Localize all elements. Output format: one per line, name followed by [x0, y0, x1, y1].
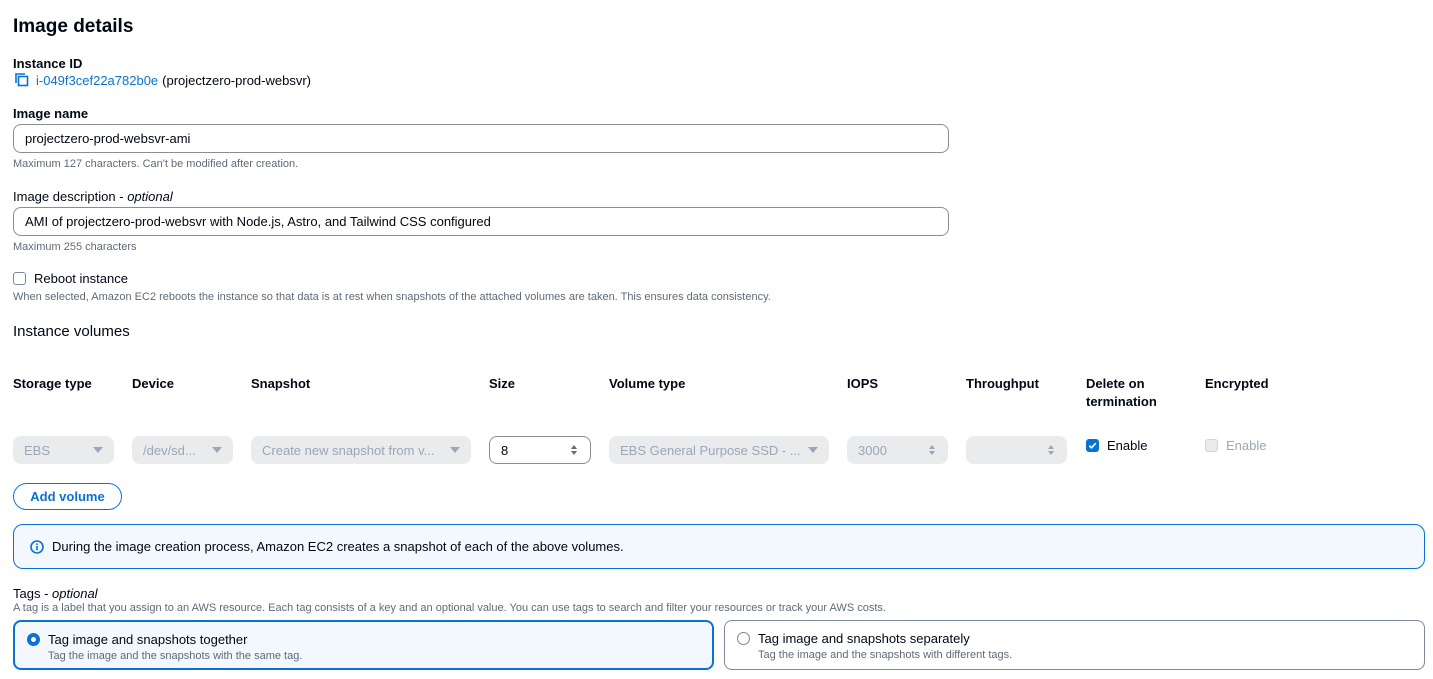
tags-hint: A tag is a label that you assign to an AWS resource. Each tag consists of a key and an optional value. You can use tags to search and filter your resources or track your AWS costs.	[13, 602, 886, 614]
size-input[interactable]	[489, 436, 591, 464]
image-description-hint: Maximum 255 characters	[13, 241, 137, 253]
stepper-icon	[1046, 443, 1056, 457]
tag-together-desc: Tag the image and the snapshots with the same tag.	[48, 650, 303, 662]
reboot-instance-label: Reboot instance	[34, 271, 128, 286]
col-volume-type: Volume type	[609, 376, 686, 391]
tag-separately-desc: Tag the image and the snapshots with different tags.	[758, 649, 1013, 661]
info-alert	[13, 524, 1425, 569]
optional-label: optional	[127, 189, 173, 204]
delete-on-termination-checkbox[interactable]	[1086, 439, 1099, 452]
instance-volumes-title: Instance volumes	[13, 323, 130, 340]
optional-label: optional	[52, 586, 98, 601]
col-iops: IOPS	[847, 376, 879, 391]
col-encrypted: Encrypted	[1205, 376, 1269, 391]
image-description-label: Image description - optional	[13, 189, 173, 204]
tag-together-title: Tag image and snapshots together	[48, 632, 248, 647]
col-delete-on-termination: Delete on termination	[1086, 376, 1157, 409]
snapshot-select: Create new snapshot from v...	[251, 436, 471, 464]
caret-down-icon	[808, 447, 818, 453]
reboot-instance-checkbox[interactable]	[13, 272, 26, 285]
encrypted-row	[1205, 438, 1266, 453]
info-alert-text: During the image creation process, Amazon EC2 creates a snapshot of each of the above volumes.	[52, 539, 624, 554]
check-icon	[1088, 441, 1097, 450]
storage-type-select: EBS	[13, 436, 114, 464]
delete-on-termination-label: Enable	[1107, 438, 1148, 453]
image-name-label: Image name	[13, 106, 89, 121]
section-title: Image details	[13, 16, 134, 37]
col-storage-type: Storage type	[13, 376, 92, 391]
tag-together-option[interactable]	[13, 620, 714, 670]
encrypted-label: Enable	[1226, 438, 1267, 453]
col-size: Size	[489, 376, 516, 391]
instance-id-row	[14, 72, 311, 88]
caret-down-icon	[212, 447, 222, 453]
stepper-icon[interactable]	[569, 443, 579, 457]
col-throughput: Throughput	[966, 376, 1039, 391]
tag-separately-radio[interactable]	[737, 632, 750, 645]
caret-down-icon	[93, 447, 103, 453]
stepper-icon	[927, 443, 937, 457]
encrypted-checkbox	[1205, 439, 1218, 452]
device-select: /dev/sd...	[132, 436, 233, 464]
reboot-instance-hint: When selected, Amazon EC2 reboots the instance so that data is at rest when snapshots of the attached volumes are taken. This ensures data consistency.	[13, 291, 771, 303]
tag-together-radio[interactable]	[27, 633, 40, 646]
image-description-value: AMI of projectzero-prod-websvr with Node.js, Astro, and Tailwind CSS configured	[25, 214, 491, 229]
info-icon	[30, 540, 44, 554]
instance-id-link[interactable]: i-049f3cef22a782b0e	[36, 72, 159, 88]
delete-on-termination-row[interactable]	[1086, 438, 1147, 453]
col-snapshot: Snapshot	[251, 376, 311, 391]
tag-separately-option[interactable]	[724, 620, 1425, 670]
instance-name: (projectzero-prod-websvr)	[162, 72, 311, 88]
image-name-hint: Maximum 127 characters. Can't be modified after creation.	[13, 158, 299, 170]
col-device: Device	[132, 376, 174, 391]
reboot-instance-row[interactable]	[13, 271, 128, 286]
volume-type-select: EBS General Purpose SSD - ...	[609, 436, 829, 464]
add-volume-button[interactable]: Add volume	[13, 483, 122, 510]
tag-separately-title: Tag image and snapshots separately	[758, 631, 970, 646]
copy-icon[interactable]	[14, 72, 30, 88]
image-name-input[interactable]	[13, 124, 949, 153]
tags-label: Tags - optional	[13, 586, 98, 601]
iops-input: 3000	[847, 436, 948, 464]
throughput-input	[966, 436, 1067, 464]
instance-id-label: Instance ID	[13, 56, 83, 71]
caret-down-icon	[450, 447, 460, 453]
image-description-input[interactable]	[13, 207, 949, 236]
size-value: 8	[501, 442, 509, 458]
image-name-value: projectzero-prod-websvr-ami	[25, 131, 191, 146]
